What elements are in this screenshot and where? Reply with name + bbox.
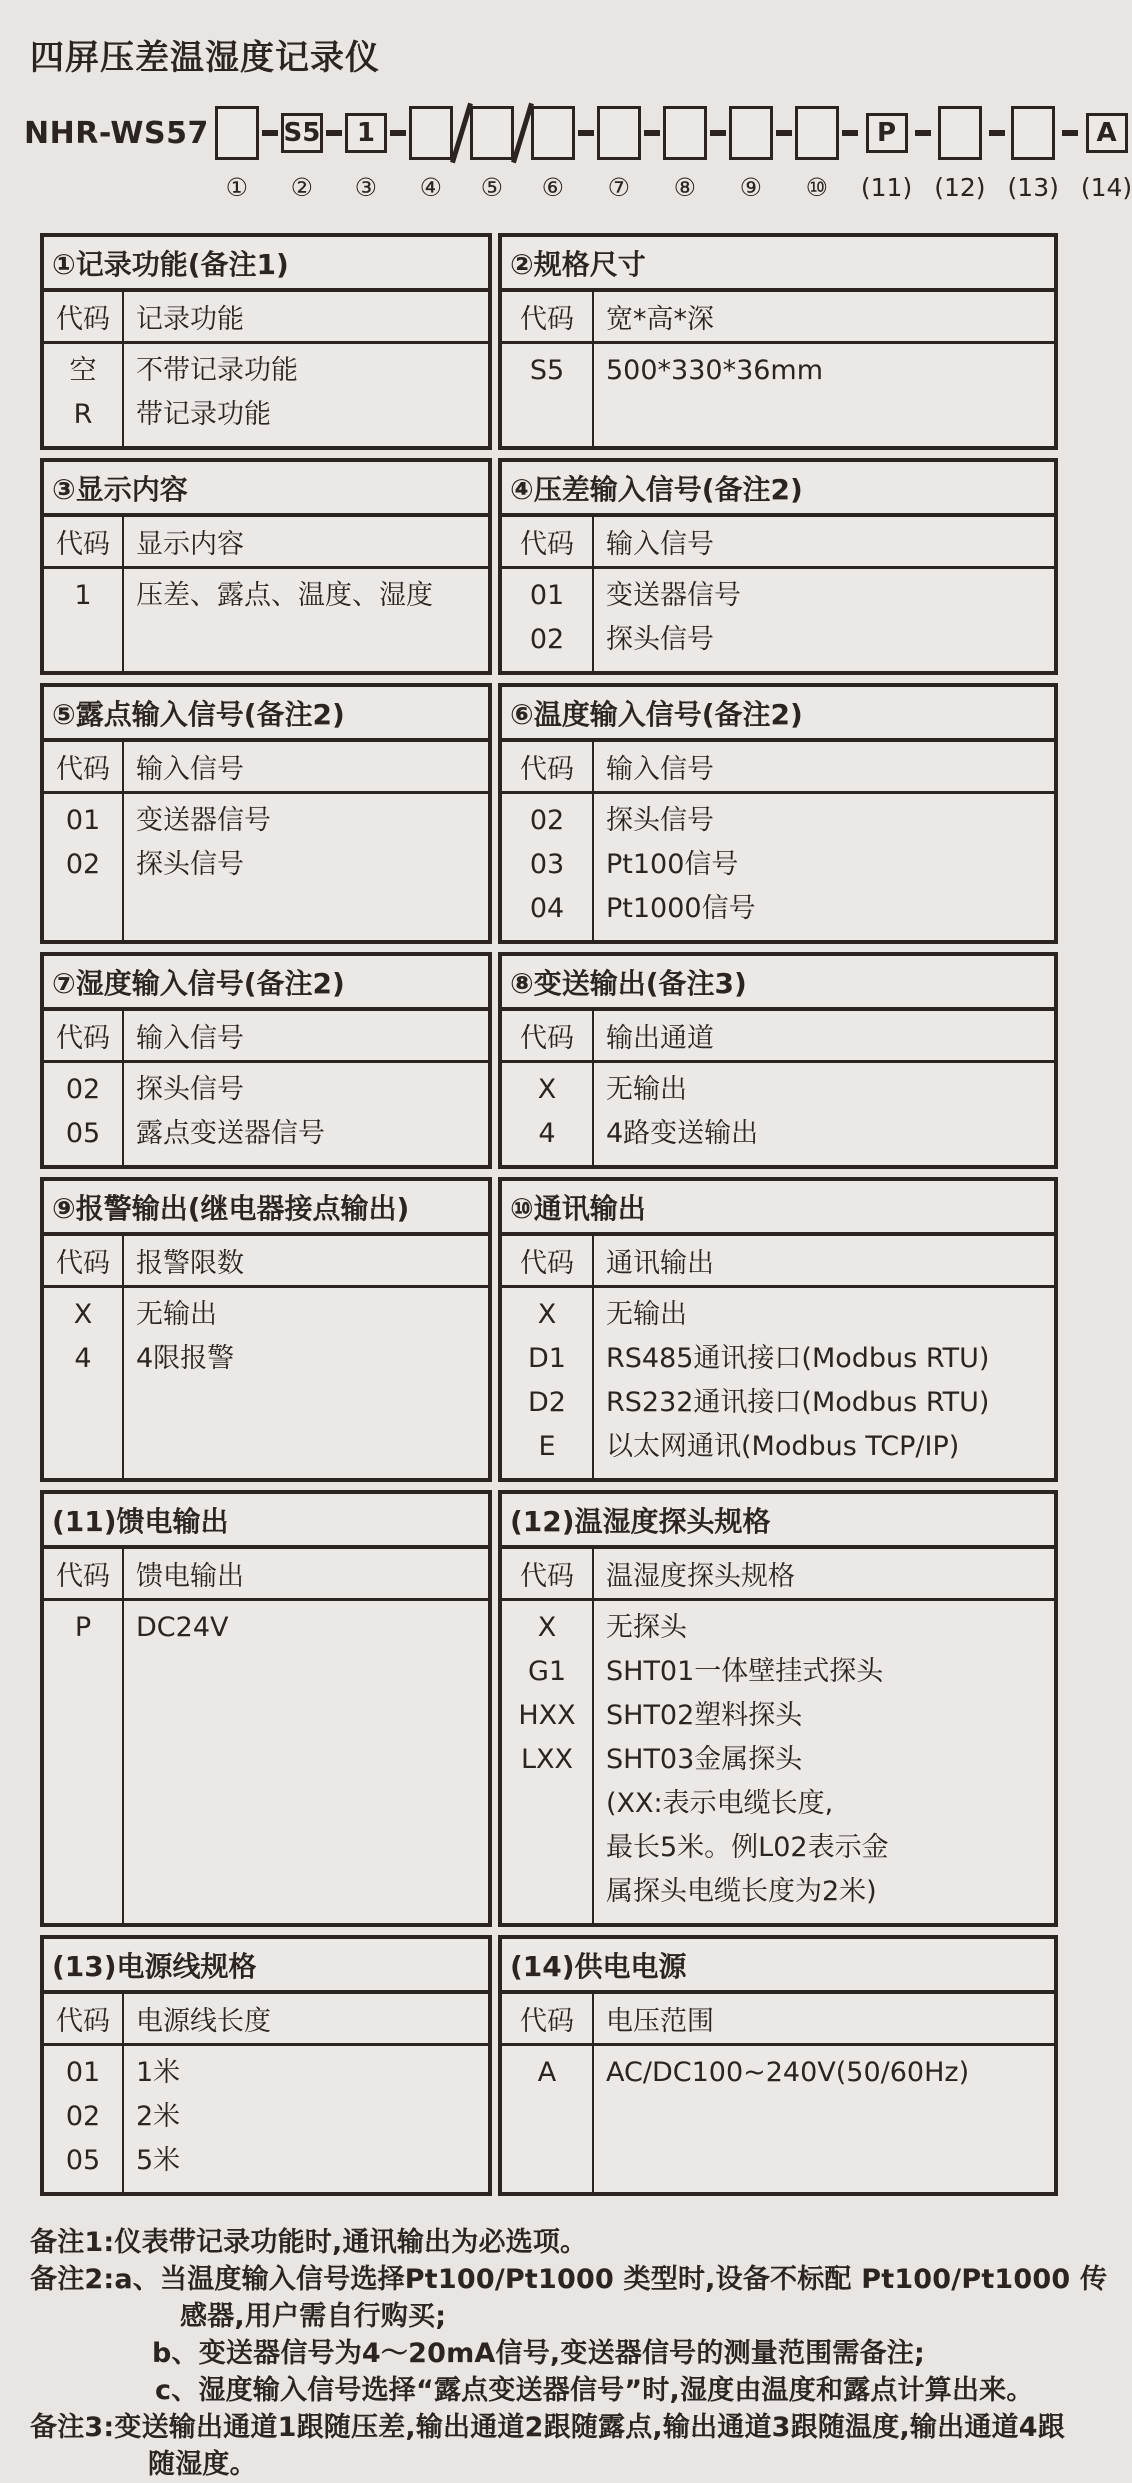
dash-icon (1062, 130, 1078, 136)
spec-sections (40, 233, 1058, 2196)
column-header-desc: 温湿度探头规格 (606, 1561, 795, 1592)
model-prefix: NHR-WS57 (24, 115, 209, 151)
section-pair-row (40, 683, 1058, 944)
desc-column (124, 1601, 488, 1923)
code-box (409, 106, 453, 160)
code-position (729, 105, 773, 203)
desc-cell: 4路变送输出 (606, 1118, 759, 1149)
code-position-label: (14) (1080, 173, 1132, 202)
code-separator (707, 105, 729, 203)
section-header-row (502, 1549, 1054, 1601)
code-box: P (866, 113, 908, 153)
desc-cell: RS485通讯接口(Modbus RTU) (606, 1343, 990, 1374)
note-line: 备注3:变送输出通道1跟随压差,输出通道2跟随露点,输出通道3跟随温度,输出通道4跟 (30, 2412, 1065, 2443)
desc-cell: 2米 (136, 2101, 181, 2132)
section-pair-row (40, 233, 1058, 450)
code-separator (986, 105, 1008, 203)
code-cell: X (537, 1299, 557, 1330)
section-header-row (502, 1011, 1054, 1063)
code-box (597, 106, 641, 160)
code-cell: 03 (529, 849, 565, 880)
column-header-code: 代码 (502, 292, 594, 341)
section-body (502, 569, 1054, 671)
code-position (1081, 105, 1132, 203)
section-header-row (502, 517, 1054, 569)
section-title: ⑦湿度输入信号(备注2) (44, 956, 488, 1011)
code-cell: 4 (538, 1118, 556, 1149)
column-header-code: 代码 (44, 292, 124, 341)
section-header-row (44, 1011, 488, 1063)
code-column (44, 569, 124, 671)
desc-cell: 变送器信号 (136, 805, 271, 836)
section-pair-row (40, 458, 1058, 675)
desc-column (124, 2046, 488, 2192)
code-box (795, 106, 839, 160)
code-box (470, 106, 514, 160)
column-header-desc: 通讯输出 (606, 1248, 714, 1279)
code-column (502, 1063, 594, 1165)
code-cell: G1 (527, 1656, 567, 1687)
desc-cell: DC24V (136, 1612, 229, 1643)
code-separator (323, 105, 345, 203)
desc-cell: 无输出 (136, 1299, 217, 1330)
section-body (502, 2046, 1054, 2192)
code-cell: 01 (529, 580, 565, 611)
code-position-label: ④ (419, 173, 443, 202)
desc-cell: 500*330*36mm (606, 355, 824, 386)
spec-section (498, 1935, 1058, 2196)
spec-section (498, 683, 1058, 944)
code-separator (259, 105, 281, 203)
section-body (44, 1288, 488, 1478)
spec-section (40, 1935, 492, 2196)
note-line: b、变送器信号为4～20mA信号,变送器信号的测量范围需备注; (152, 2338, 925, 2369)
section-header-row (502, 292, 1054, 344)
code-cell: 01 (65, 2057, 101, 2088)
code-box: S5 (281, 113, 323, 153)
dash-icon (644, 130, 660, 136)
desc-cell: 5米 (136, 2145, 181, 2176)
code-position (345, 105, 387, 203)
desc-cell: 无输出 (606, 1074, 687, 1105)
code-column (502, 569, 594, 671)
code-column (44, 344, 124, 446)
desc-cell: Pt100信号 (606, 849, 739, 880)
desc-cell: SHT02塑料探头 (606, 1700, 803, 1731)
code-cell (502, 1826, 592, 1870)
section-title: ⑩通讯输出 (502, 1181, 1054, 1236)
column-header-code: 代码 (44, 1236, 124, 1285)
section-pair-row (40, 1935, 1058, 2196)
dash-icon (262, 130, 278, 136)
desc-cell: 无输出 (606, 1299, 687, 1330)
desc-cell: 带记录功能 (136, 399, 271, 430)
code-cell: S5 (529, 355, 565, 386)
section-title: (12)温湿度探头规格 (502, 1494, 1054, 1549)
dash-icon (915, 130, 931, 136)
section-body (44, 1063, 488, 1165)
spec-section (498, 233, 1058, 450)
section-title: ⑤露点输入信号(备注2) (44, 687, 488, 742)
desc-cell: RS232通讯接口(Modbus RTU) (606, 1387, 990, 1418)
code-position-label: ③ (354, 173, 378, 202)
code-cell: LXX (520, 1744, 574, 1775)
spec-section (40, 952, 492, 1169)
section-title: (13)电源线规格 (44, 1939, 488, 1994)
code-column (44, 2046, 124, 2192)
section-body (502, 1288, 1054, 1478)
desc-cell: 压差、露点、温度、湿度 (136, 580, 433, 611)
dash-icon (390, 130, 406, 136)
code-position (531, 105, 575, 203)
note-line: 备注1:仪表带记录功能时,通讯输出为必选项。 (30, 2227, 588, 2258)
desc-column (594, 1601, 1054, 1923)
code-position-label: ⑦ (607, 173, 631, 202)
desc-cell: 探头信号 (606, 624, 714, 655)
column-header-code: 代码 (44, 1011, 124, 1060)
spec-section (40, 458, 492, 675)
spec-section (498, 952, 1058, 1169)
column-header-code: 代码 (502, 1549, 594, 1598)
column-header-code: 代码 (502, 1236, 594, 1285)
code-box (1011, 106, 1055, 160)
code-cell: X (537, 1612, 557, 1643)
column-header-code: 代码 (44, 517, 124, 566)
code-position (597, 105, 641, 203)
dash-icon (989, 130, 1005, 136)
section-header-row (502, 1236, 1054, 1288)
code-cell: P (74, 1612, 92, 1643)
code-position (409, 105, 453, 203)
section-body (502, 344, 1054, 446)
column-header-desc: 输入信号 (606, 754, 714, 785)
section-title: (14)供电电源 (502, 1939, 1054, 1994)
code-position (215, 105, 259, 203)
code-position-label: (12) (934, 173, 986, 202)
page-title: 四屏压差温湿度记录仪 (30, 38, 380, 78)
code-cell: E (538, 1431, 556, 1462)
spec-section (498, 458, 1058, 675)
section-header-row (44, 1549, 488, 1601)
section-title: ②规格尺寸 (502, 237, 1054, 292)
code-cell: D2 (528, 1387, 566, 1418)
column-header-code: 代码 (502, 517, 594, 566)
section-title: (11)馈电输出 (44, 1494, 488, 1549)
note-line: c、湿度输入信号选择“露点变送器信号”时,湿度由温度和露点计算出来。 (155, 2375, 1034, 2406)
footnotes (30, 2224, 1108, 2483)
code-separator (773, 105, 795, 203)
desc-column (124, 1288, 488, 1478)
desc-column (124, 1063, 488, 1165)
code-position-label: (11) (860, 173, 913, 202)
code-column (502, 1288, 594, 1478)
code-cell: 02 (529, 624, 565, 655)
code-position-label: ⑩ (805, 173, 829, 202)
column-header-desc: 电压范围 (606, 2006, 714, 2037)
desc-column (594, 1288, 1054, 1478)
code-position (470, 105, 514, 203)
column-header-desc: 显示内容 (136, 529, 244, 560)
model-code-parts (215, 105, 1132, 203)
code-cell: 02 (65, 849, 101, 880)
code-cell: 空 (69, 355, 97, 386)
desc-column (594, 344, 1054, 446)
column-header-desc: 电源线长度 (136, 2006, 271, 2037)
column-header-code: 代码 (502, 742, 594, 791)
section-pair-row (40, 1490, 1058, 1927)
desc-cell: 属探头电缆长度为2米) (606, 1876, 877, 1907)
code-cell: R (73, 399, 93, 430)
section-header-row (502, 742, 1054, 794)
note-line: 随湿度。 (148, 2449, 257, 2480)
section-body (44, 1601, 488, 1923)
spec-section (40, 233, 492, 450)
code-cell: 02 (65, 2101, 101, 2132)
code-cell: 1 (74, 580, 92, 611)
section-body (44, 344, 488, 446)
section-body (502, 1063, 1054, 1165)
code-separator (839, 105, 861, 203)
code-cell: A (537, 2057, 557, 2088)
code-separator (387, 105, 409, 203)
column-header-desc: 报警限数 (136, 1248, 244, 1279)
column-header-desc: 输入信号 (606, 529, 714, 560)
section-header-row (44, 292, 488, 344)
code-separator (1059, 105, 1081, 203)
code-column (502, 344, 594, 446)
desc-cell: SHT01一体壁挂式探头 (606, 1656, 884, 1687)
desc-cell: 以太网通讯(Modbus TCP/IP) (606, 1431, 960, 1462)
code-box (938, 106, 982, 160)
desc-cell: 变送器信号 (606, 580, 741, 611)
dash-icon (578, 130, 594, 136)
section-body (44, 569, 488, 671)
code-cell: 01 (65, 805, 101, 836)
code-cell (502, 1782, 592, 1826)
desc-cell: 1米 (136, 2057, 181, 2088)
code-position (663, 105, 707, 203)
spec-section (40, 683, 492, 944)
section-pair-row (40, 952, 1058, 1169)
code-position (1008, 105, 1059, 203)
desc-column (124, 794, 488, 940)
code-cell: 02 (529, 805, 565, 836)
code-cell: HXX (518, 1700, 576, 1731)
section-pair-row (40, 1177, 1058, 1482)
desc-cell: 4限报警 (136, 1343, 235, 1374)
code-position (934, 105, 985, 203)
code-separator (912, 105, 934, 203)
column-header-desc: 宽*高*深 (606, 304, 714, 335)
code-box: A (1086, 113, 1128, 153)
spec-section (40, 1490, 492, 1927)
code-position-label: ⑥ (541, 173, 565, 202)
code-position-label: ⑤ (480, 173, 504, 202)
section-body (502, 794, 1054, 940)
column-header-desc: 输入信号 (136, 1023, 244, 1054)
desc-cell: 露点变送器信号 (136, 1118, 325, 1149)
code-position-label: ⑨ (739, 173, 763, 202)
column-header-desc: 馈电输出 (136, 1561, 244, 1592)
column-header-code: 代码 (502, 1994, 594, 2043)
code-cell: 02 (65, 1074, 101, 1105)
section-title: ③显示内容 (44, 462, 488, 517)
column-header-desc: 输入信号 (136, 754, 244, 785)
dash-icon (776, 130, 792, 136)
desc-column (124, 569, 488, 671)
code-position (861, 105, 912, 203)
code-column (44, 794, 124, 940)
code-column (502, 2046, 594, 2192)
section-title: ⑧变送输出(备注3) (502, 956, 1054, 1011)
code-box (531, 106, 575, 160)
desc-cell: 探头信号 (606, 805, 714, 836)
code-cell: 04 (529, 893, 565, 924)
section-title: ①记录功能(备注1) (44, 237, 488, 292)
section-header-row (44, 1236, 488, 1288)
spec-section (498, 1490, 1058, 1927)
spec-section (40, 1177, 492, 1482)
desc-column (594, 794, 1054, 940)
model-code-line (24, 105, 1132, 203)
code-column (502, 794, 594, 940)
note-line: 备注2:a、当温度输入信号选择Pt100/Pt1000 类型时,设备不标配 Pt100/Pt1000 传 (30, 2264, 1108, 2295)
code-cell: 4 (74, 1343, 92, 1374)
code-cell: 05 (65, 1118, 101, 1149)
section-body (44, 794, 488, 940)
desc-column (594, 2046, 1054, 2192)
code-box (663, 106, 707, 160)
code-separator (575, 105, 597, 203)
desc-cell: Pt1000信号 (606, 893, 756, 924)
desc-cell: 探头信号 (136, 1074, 244, 1105)
column-header-desc: 记录功能 (136, 304, 244, 335)
spec-section (498, 1177, 1058, 1482)
code-box (215, 106, 259, 160)
code-position-label: (13) (1007, 173, 1059, 202)
dash-icon (710, 130, 726, 136)
desc-column (594, 569, 1054, 671)
dash-icon (842, 130, 858, 136)
code-separator (514, 105, 531, 203)
section-body (44, 2046, 488, 2192)
code-cell: X (73, 1299, 93, 1330)
section-header-row (502, 1994, 1054, 2046)
note-line: 感器,用户需自行购买; (180, 2301, 447, 2332)
code-separator (453, 105, 470, 203)
desc-column (124, 344, 488, 446)
column-header-code: 代码 (502, 1011, 594, 1060)
code-column (44, 1288, 124, 1478)
dash-icon (326, 130, 342, 136)
code-column (44, 1601, 124, 1923)
section-title: ⑨报警输出(继电器接点输出) (44, 1181, 488, 1236)
section-header-row (44, 1994, 488, 2046)
code-column (502, 1601, 594, 1923)
column-header-code: 代码 (44, 1549, 124, 1598)
column-header-desc: 输出通道 (606, 1023, 714, 1054)
code-box (729, 106, 773, 160)
code-cell: 05 (65, 2145, 101, 2176)
code-cell (502, 1870, 592, 1914)
section-header-row (44, 517, 488, 569)
code-position-label: ⑧ (673, 173, 697, 202)
desc-cell: SHT03金属探头 (606, 1744, 803, 1775)
section-header-row (44, 742, 488, 794)
section-title: ⑥温度输入信号(备注2) (502, 687, 1054, 742)
code-column (44, 1063, 124, 1165)
desc-cell: 无探头 (606, 1612, 687, 1643)
code-position-label: ① (225, 173, 249, 202)
desc-cell: 探头信号 (136, 849, 244, 880)
column-header-code: 代码 (44, 1994, 124, 2043)
section-title: ④压差输入信号(备注2) (502, 462, 1054, 517)
code-position-label: ② (290, 173, 314, 202)
desc-cell: 不带记录功能 (136, 355, 298, 386)
desc-cell: AC/DC100~240V(50/60Hz) (606, 2057, 970, 2088)
desc-column (594, 1063, 1054, 1165)
code-cell: X (537, 1074, 557, 1105)
code-position (281, 105, 323, 203)
code-box: 1 (345, 113, 387, 153)
desc-cell: 最长5米。例L02表示金 (606, 1832, 889, 1863)
section-body (502, 1601, 1054, 1923)
column-header-code: 代码 (44, 742, 124, 791)
code-cell: D1 (528, 1343, 566, 1374)
code-position (795, 105, 839, 203)
code-separator (641, 105, 663, 203)
desc-cell: (XX:表示电缆长度, (606, 1788, 834, 1819)
